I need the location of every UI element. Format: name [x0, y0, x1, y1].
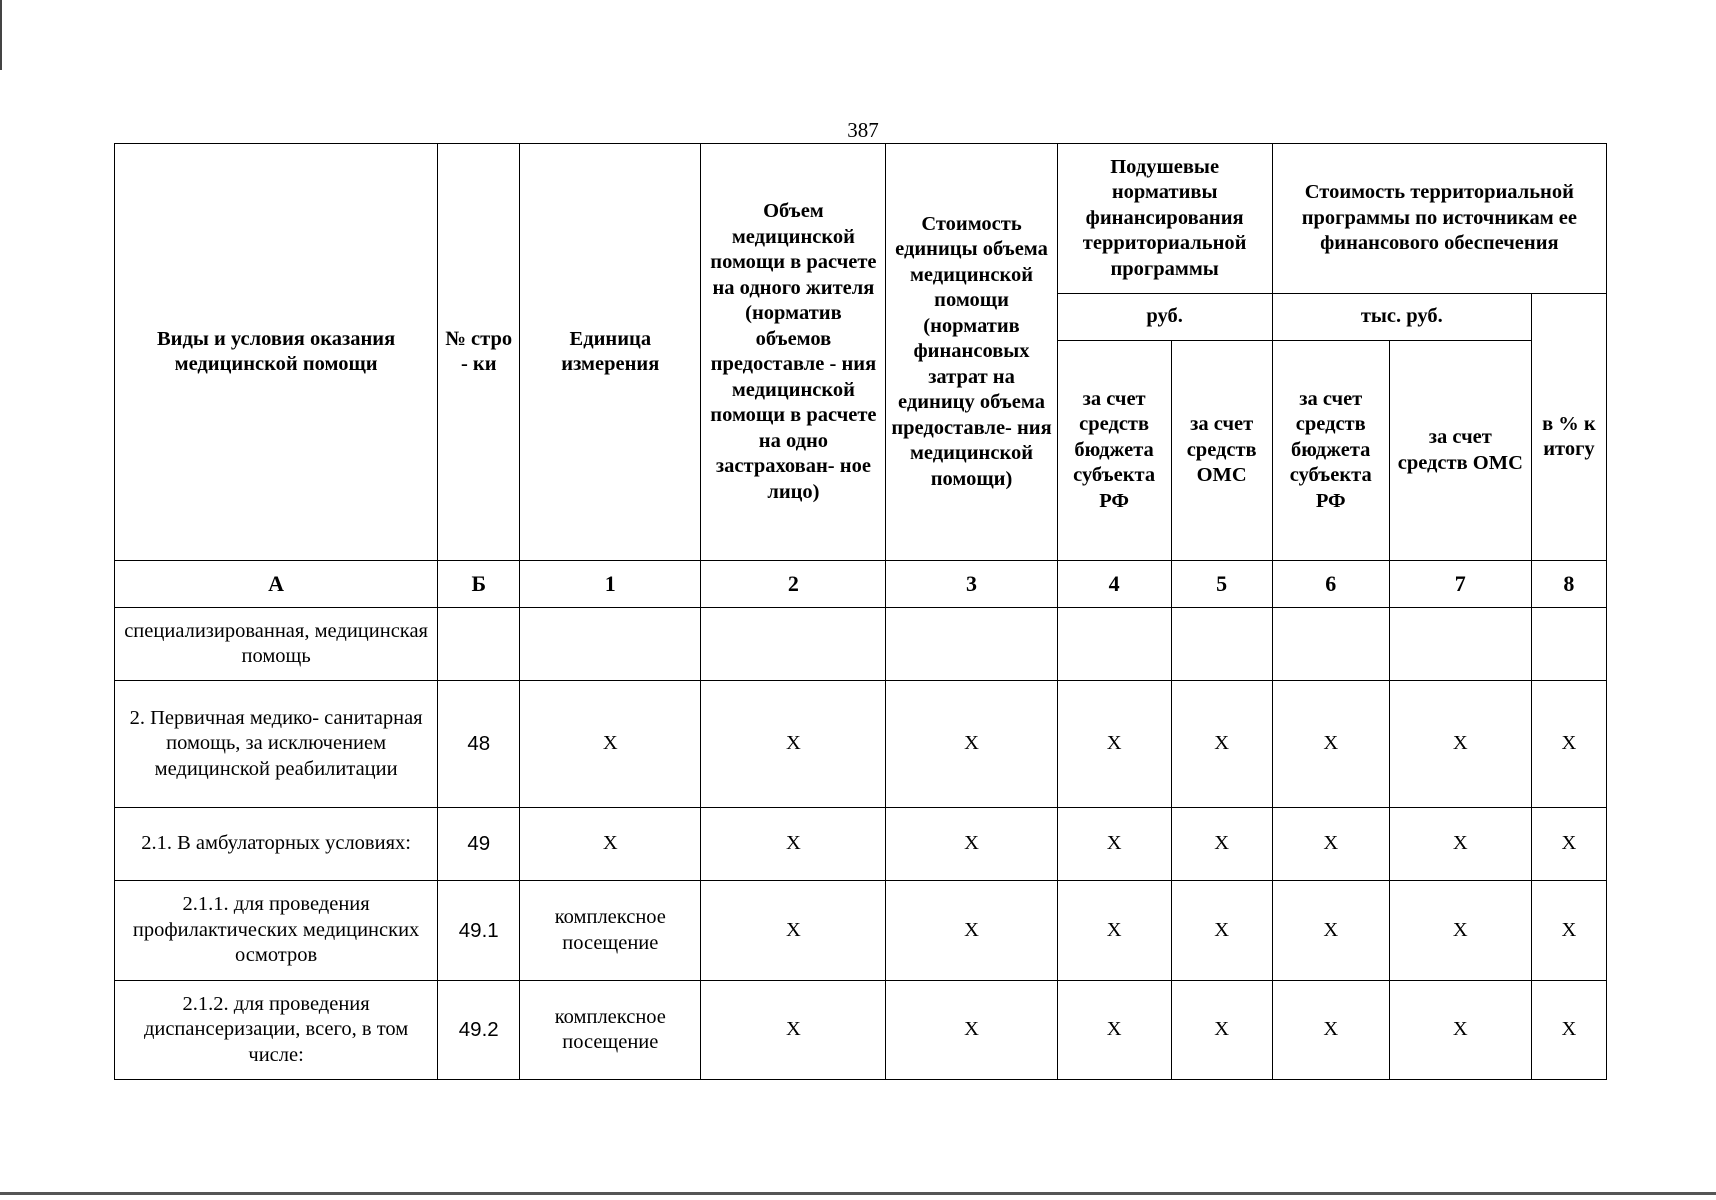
territorial-program-table: [114, 143, 1607, 1080]
row-cell: Х: [1057, 681, 1171, 808]
row-cell: Х: [886, 808, 1057, 881]
row-cell: Х: [1272, 881, 1389, 981]
table-row: [115, 681, 1607, 808]
header-unit: Единица измерения: [520, 144, 701, 561]
table-row: [115, 808, 1607, 881]
row-cell: Х: [701, 981, 886, 1080]
header-oms-rub: за счет средств ОМС: [1171, 341, 1272, 561]
row-unit: комплексное посещение: [520, 981, 701, 1080]
header-volume: Объем медицинской помощи в расчете на одного жителя (норматив объемов предоставле - ния медицинской помощи в расчете на одно застрахован- ное лицо): [701, 144, 886, 561]
row-cell: Х: [1389, 981, 1531, 1080]
row-cell: Х: [886, 881, 1057, 981]
row-cell: Х: [1531, 981, 1606, 1080]
row-cell: Х: [886, 981, 1057, 1080]
row-cell: Х: [1057, 981, 1171, 1080]
scan-edge-bottom: [0, 1192, 1716, 1195]
column-number: 5: [1171, 561, 1272, 608]
row-label: 2.1.1. для проведения профилактических медицинских осмотров: [115, 881, 438, 981]
row-line-number: [438, 608, 520, 681]
row-label: 2.1. В амбулаторных условиях:: [115, 808, 438, 881]
row-line-number: 49: [438, 808, 520, 881]
column-number: 4: [1057, 561, 1171, 608]
column-number: 3: [886, 561, 1057, 608]
row-label: 2.1.2. для проведения диспансеризации, всего, в том числе:: [115, 981, 438, 1080]
row-cell: [1171, 608, 1272, 681]
header-program-cost: Стоимость территориальной программы по источникам ее финансового обеспечения: [1272, 144, 1606, 294]
row-line-number: 48: [438, 681, 520, 808]
row-cell: Х: [1272, 681, 1389, 808]
row-cell: Х: [1171, 808, 1272, 881]
row-cell: Х: [1531, 881, 1606, 981]
row-unit: [520, 608, 701, 681]
table-header: [115, 144, 1607, 608]
header-oms-thous: за счет средств ОМС: [1389, 341, 1531, 561]
column-number: 7: [1389, 561, 1531, 608]
row-label: специализированная, медицинская помощь: [115, 608, 438, 681]
header-percent-of-total: в % к итогу: [1531, 294, 1606, 561]
column-number: Б: [438, 561, 520, 608]
row-cell: Х: [1171, 981, 1272, 1080]
row-unit: Х: [520, 681, 701, 808]
scan-edge-left: [0, 0, 2, 70]
table-row: [115, 881, 1607, 981]
header-budget-rub: за счет средств бюджета субъекта РФ: [1057, 341, 1171, 561]
row-cell: Х: [1389, 881, 1531, 981]
row-cell: Х: [886, 681, 1057, 808]
row-cell: [1057, 608, 1171, 681]
row-line-number: 49.2: [438, 981, 520, 1080]
row-cell: Х: [701, 808, 886, 881]
row-cell: Х: [1171, 681, 1272, 808]
table-row: [115, 981, 1607, 1080]
row-cell: Х: [1057, 881, 1171, 981]
header-kinds-conditions: Виды и условия оказания медицинской помощи: [115, 144, 438, 561]
table-body: [115, 608, 1607, 1080]
header-unit-cost: Стоимость единицы объема медицинской помощи (норматив финансовых затрат на единицу объема предоставле- ния медицинской помощи): [886, 144, 1057, 561]
row-cell: Х: [701, 681, 886, 808]
column-number: 6: [1272, 561, 1389, 608]
row-cell: Х: [1531, 808, 1606, 881]
column-number: 8: [1531, 561, 1606, 608]
row-cell: Х: [1272, 981, 1389, 1080]
column-number: А: [115, 561, 438, 608]
row-cell: Х: [1171, 881, 1272, 981]
row-unit: комплексное посещение: [520, 881, 701, 981]
column-number-row: [115, 561, 1607, 608]
header-budget-thous: за счет средств бюджета субъекта РФ: [1272, 341, 1389, 561]
row-cell: [701, 608, 886, 681]
row-cell: [1272, 608, 1389, 681]
row-cell: Х: [701, 881, 886, 981]
table-row: [115, 608, 1607, 681]
column-number: 1: [520, 561, 701, 608]
header-line-number: № стро - ки: [438, 144, 520, 561]
row-cell: Х: [1531, 681, 1606, 808]
header-per-capita-norms: Подушевые нормативы финансирования территориальной программы: [1057, 144, 1272, 294]
row-cell: [1389, 608, 1531, 681]
row-cell: Х: [1389, 808, 1531, 881]
header-rub: руб.: [1057, 294, 1272, 341]
row-label: 2. Первичная медико- санитарная помощь, за исключением медицинской реабилитации: [115, 681, 438, 808]
page-number: 387: [847, 118, 879, 142]
row-unit: Х: [520, 808, 701, 881]
row-cell: [1531, 608, 1606, 681]
row-line-number: 49.1: [438, 881, 520, 981]
header-thous-rub: тыс. руб.: [1272, 294, 1531, 341]
column-number: 2: [701, 561, 886, 608]
row-cell: [886, 608, 1057, 681]
row-cell: Х: [1057, 808, 1171, 881]
row-cell: Х: [1389, 681, 1531, 808]
row-cell: Х: [1272, 808, 1389, 881]
